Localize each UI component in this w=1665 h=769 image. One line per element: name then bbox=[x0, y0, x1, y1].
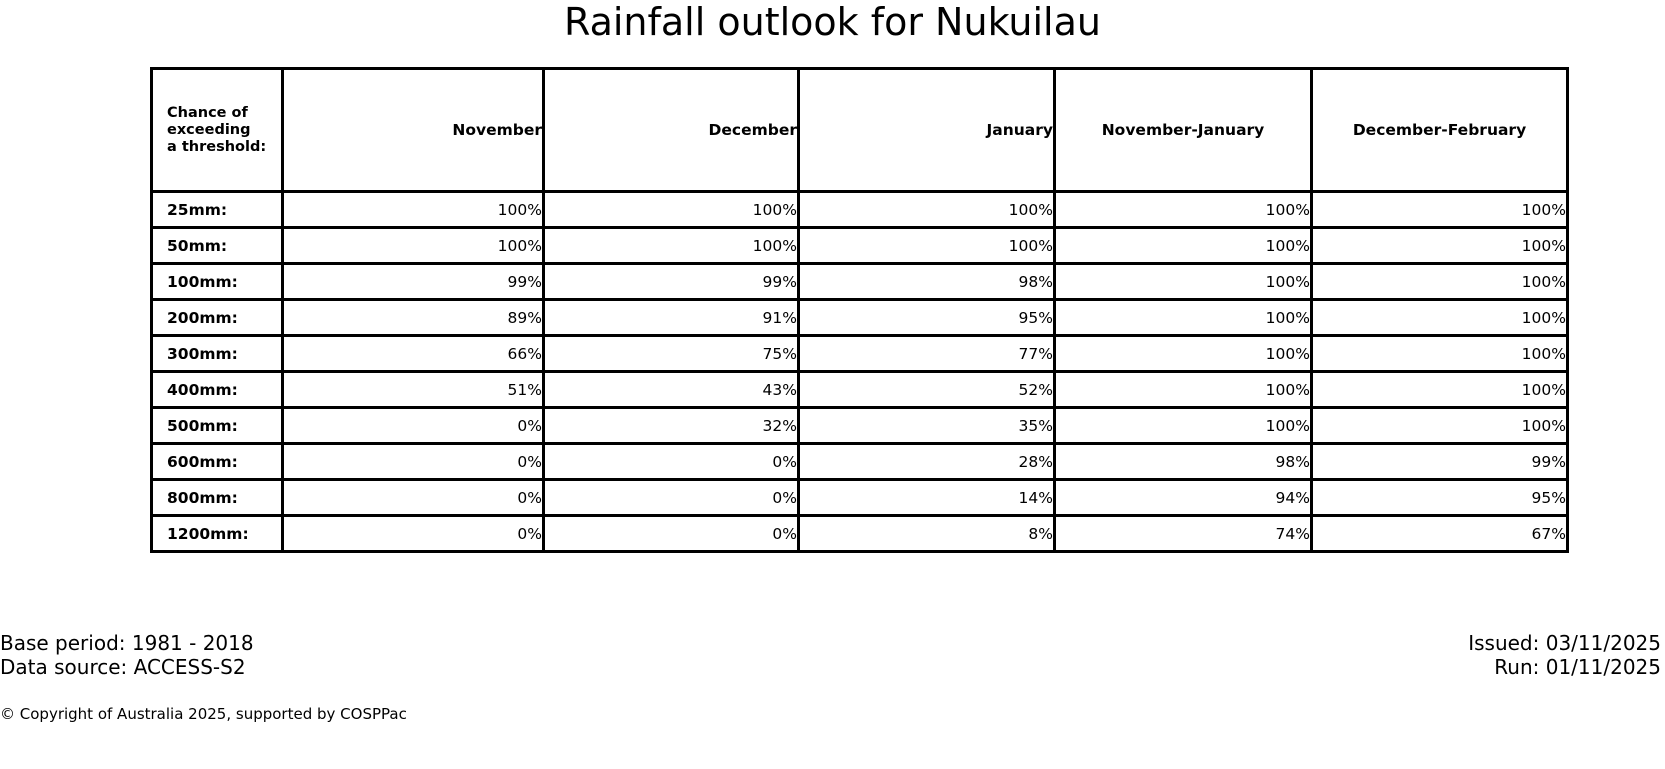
cell-400mm-december-february: 100% bbox=[1312, 372, 1568, 408]
row-header-25mm: 25mm: bbox=[152, 192, 283, 228]
cell-600mm-december-february: 99% bbox=[1312, 444, 1568, 480]
table-row bbox=[152, 264, 1568, 300]
cell-25mm-december: 100% bbox=[544, 192, 799, 228]
run-date-text: Run: 01/11/2025 bbox=[1494, 655, 1661, 679]
cell-200mm-december-february: 100% bbox=[1312, 300, 1568, 336]
cell-25mm-december-february: 100% bbox=[1312, 192, 1568, 228]
table-row bbox=[152, 336, 1568, 372]
cell-300mm-december-february: 100% bbox=[1312, 336, 1568, 372]
cell-500mm-november: 0% bbox=[283, 408, 544, 444]
cell-200mm-november-january: 100% bbox=[1055, 300, 1312, 336]
cell-800mm-december: 0% bbox=[544, 480, 799, 516]
cell-25mm-january: 100% bbox=[799, 192, 1055, 228]
base-period-text: Base period: 1981 - 2018 bbox=[0, 631, 254, 655]
cell-100mm-december: 99% bbox=[544, 264, 799, 300]
rainfall-outlook-table-wrap bbox=[150, 67, 1566, 553]
cell-300mm-november-january: 100% bbox=[1055, 336, 1312, 372]
column-header-november: November bbox=[283, 69, 544, 192]
cell-100mm-december-february: 100% bbox=[1312, 264, 1568, 300]
row-header-800mm: 800mm: bbox=[152, 480, 283, 516]
table-row bbox=[152, 228, 1568, 264]
cell-200mm-november: 89% bbox=[283, 300, 544, 336]
cell-200mm-december: 91% bbox=[544, 300, 799, 336]
cell-500mm-november-january: 100% bbox=[1055, 408, 1312, 444]
cell-1200mm-november-january: 74% bbox=[1055, 516, 1312, 552]
cell-50mm-december: 100% bbox=[544, 228, 799, 264]
cell-50mm-december-february: 100% bbox=[1312, 228, 1568, 264]
table-row bbox=[152, 192, 1568, 228]
row-header-600mm: 600mm: bbox=[152, 444, 283, 480]
table-header-row bbox=[152, 69, 1568, 192]
cell-300mm-december: 75% bbox=[544, 336, 799, 372]
cell-100mm-november-january: 100% bbox=[1055, 264, 1312, 300]
footer-right bbox=[1468, 631, 1661, 679]
copyright-text: © Copyright of Australia 2025, supported by COSPPac bbox=[0, 705, 407, 723]
cell-50mm-november: 100% bbox=[283, 228, 544, 264]
table-body bbox=[152, 192, 1568, 552]
column-header-november-january: November-January bbox=[1055, 69, 1312, 192]
table-corner-header: Chance of exceeding a threshold: bbox=[152, 69, 283, 192]
cell-100mm-january: 98% bbox=[799, 264, 1055, 300]
cell-1200mm-december: 0% bbox=[544, 516, 799, 552]
table-head bbox=[152, 69, 1568, 192]
table-row bbox=[152, 408, 1568, 444]
cell-600mm-january: 28% bbox=[799, 444, 1055, 480]
row-header-500mm: 500mm: bbox=[152, 408, 283, 444]
row-header-50mm: 50mm: bbox=[152, 228, 283, 264]
column-header-january: January bbox=[799, 69, 1055, 192]
data-source-text: Data source: ACCESS-S2 bbox=[0, 655, 246, 679]
cell-200mm-january: 95% bbox=[799, 300, 1055, 336]
row-header-300mm: 300mm: bbox=[152, 336, 283, 372]
cell-25mm-november-january: 100% bbox=[1055, 192, 1312, 228]
cell-1200mm-november: 0% bbox=[283, 516, 544, 552]
cell-800mm-november-january: 94% bbox=[1055, 480, 1312, 516]
table-row bbox=[152, 480, 1568, 516]
cell-500mm-december: 32% bbox=[544, 408, 799, 444]
row-header-100mm: 100mm: bbox=[152, 264, 283, 300]
cell-400mm-december: 43% bbox=[544, 372, 799, 408]
rainfall-outlook-table bbox=[150, 67, 1569, 553]
table-row bbox=[152, 444, 1568, 480]
table-row bbox=[152, 300, 1568, 336]
cell-800mm-november: 0% bbox=[283, 480, 544, 516]
cell-400mm-november-january: 100% bbox=[1055, 372, 1312, 408]
row-header-1200mm: 1200mm: bbox=[152, 516, 283, 552]
row-header-200mm: 200mm: bbox=[152, 300, 283, 336]
cell-600mm-december: 0% bbox=[544, 444, 799, 480]
cell-300mm-november: 66% bbox=[283, 336, 544, 372]
column-header-december: December bbox=[544, 69, 799, 192]
issued-date-text: Issued: 03/11/2025 bbox=[1468, 631, 1661, 655]
cell-50mm-january: 100% bbox=[799, 228, 1055, 264]
cell-800mm-december-february: 95% bbox=[1312, 480, 1568, 516]
row-header-400mm: 400mm: bbox=[152, 372, 283, 408]
page-title: Rainfall outlook for Nukuilau bbox=[564, 0, 1101, 44]
cell-300mm-january: 77% bbox=[799, 336, 1055, 372]
cell-1200mm-january: 8% bbox=[799, 516, 1055, 552]
cell-50mm-november-january: 100% bbox=[1055, 228, 1312, 264]
cell-25mm-november: 100% bbox=[283, 192, 544, 228]
cell-500mm-january: 35% bbox=[799, 408, 1055, 444]
cell-400mm-november: 51% bbox=[283, 372, 544, 408]
cell-500mm-december-february: 100% bbox=[1312, 408, 1568, 444]
footer-left bbox=[0, 631, 254, 679]
cell-800mm-january: 14% bbox=[799, 480, 1055, 516]
cell-600mm-november: 0% bbox=[283, 444, 544, 480]
table-row bbox=[152, 516, 1568, 552]
column-header-december-february: December-February bbox=[1312, 69, 1568, 192]
cell-100mm-november: 99% bbox=[283, 264, 544, 300]
cell-400mm-january: 52% bbox=[799, 372, 1055, 408]
table-row bbox=[152, 372, 1568, 408]
cell-600mm-november-january: 98% bbox=[1055, 444, 1312, 480]
cell-1200mm-december-february: 67% bbox=[1312, 516, 1568, 552]
